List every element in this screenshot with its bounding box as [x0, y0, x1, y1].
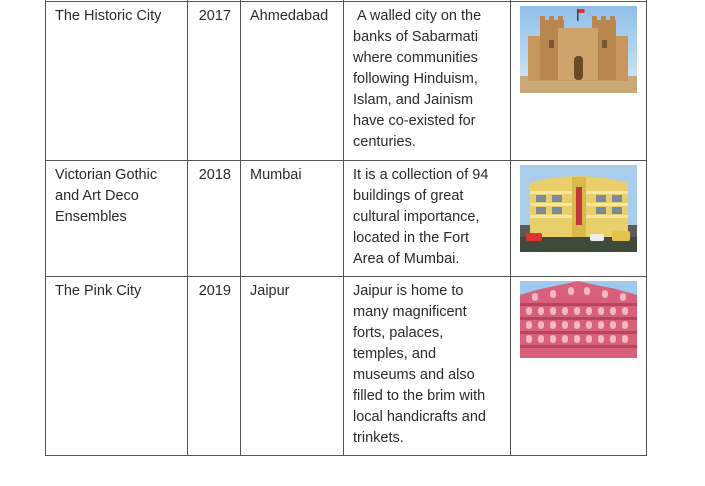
site-description: A walled city on the banks of Sabarmati where communities following Hinduism, Islam, and Jainism have co-existed for centuries.: [344, 2, 511, 161]
city-name: Jaipur: [241, 277, 344, 456]
site-description: Jaipur is home to many magnificent forts, palaces, temples, and museums and also filled to the brim with local handicrafts and trinkets.: [344, 277, 511, 456]
site-name: The Historic City: [46, 2, 188, 161]
inscription-year: 2017: [188, 2, 241, 161]
table-row: [46, 2, 647, 161]
site-description: It is a collection of 94 buildings of great cultural importance, located in the Fort Area of Mumbai.: [344, 161, 511, 277]
table-row: [46, 161, 647, 277]
table-row: [46, 277, 647, 456]
site-name: The Pink City: [46, 277, 188, 456]
city-name: Ahmedabad: [241, 2, 344, 161]
site-name: Victorian Gothic and Art Deco Ensembles: [46, 161, 188, 277]
inscription-year: 2019: [188, 277, 241, 456]
art-deco-building-photo: [520, 165, 637, 252]
hawa-mahal-photo: [520, 281, 637, 358]
city-name: Mumbai: [241, 161, 344, 277]
inscription-year: 2018: [188, 161, 241, 277]
heritage-sites-table: [45, 0, 647, 456]
walled-fort-photo: [520, 6, 637, 93]
